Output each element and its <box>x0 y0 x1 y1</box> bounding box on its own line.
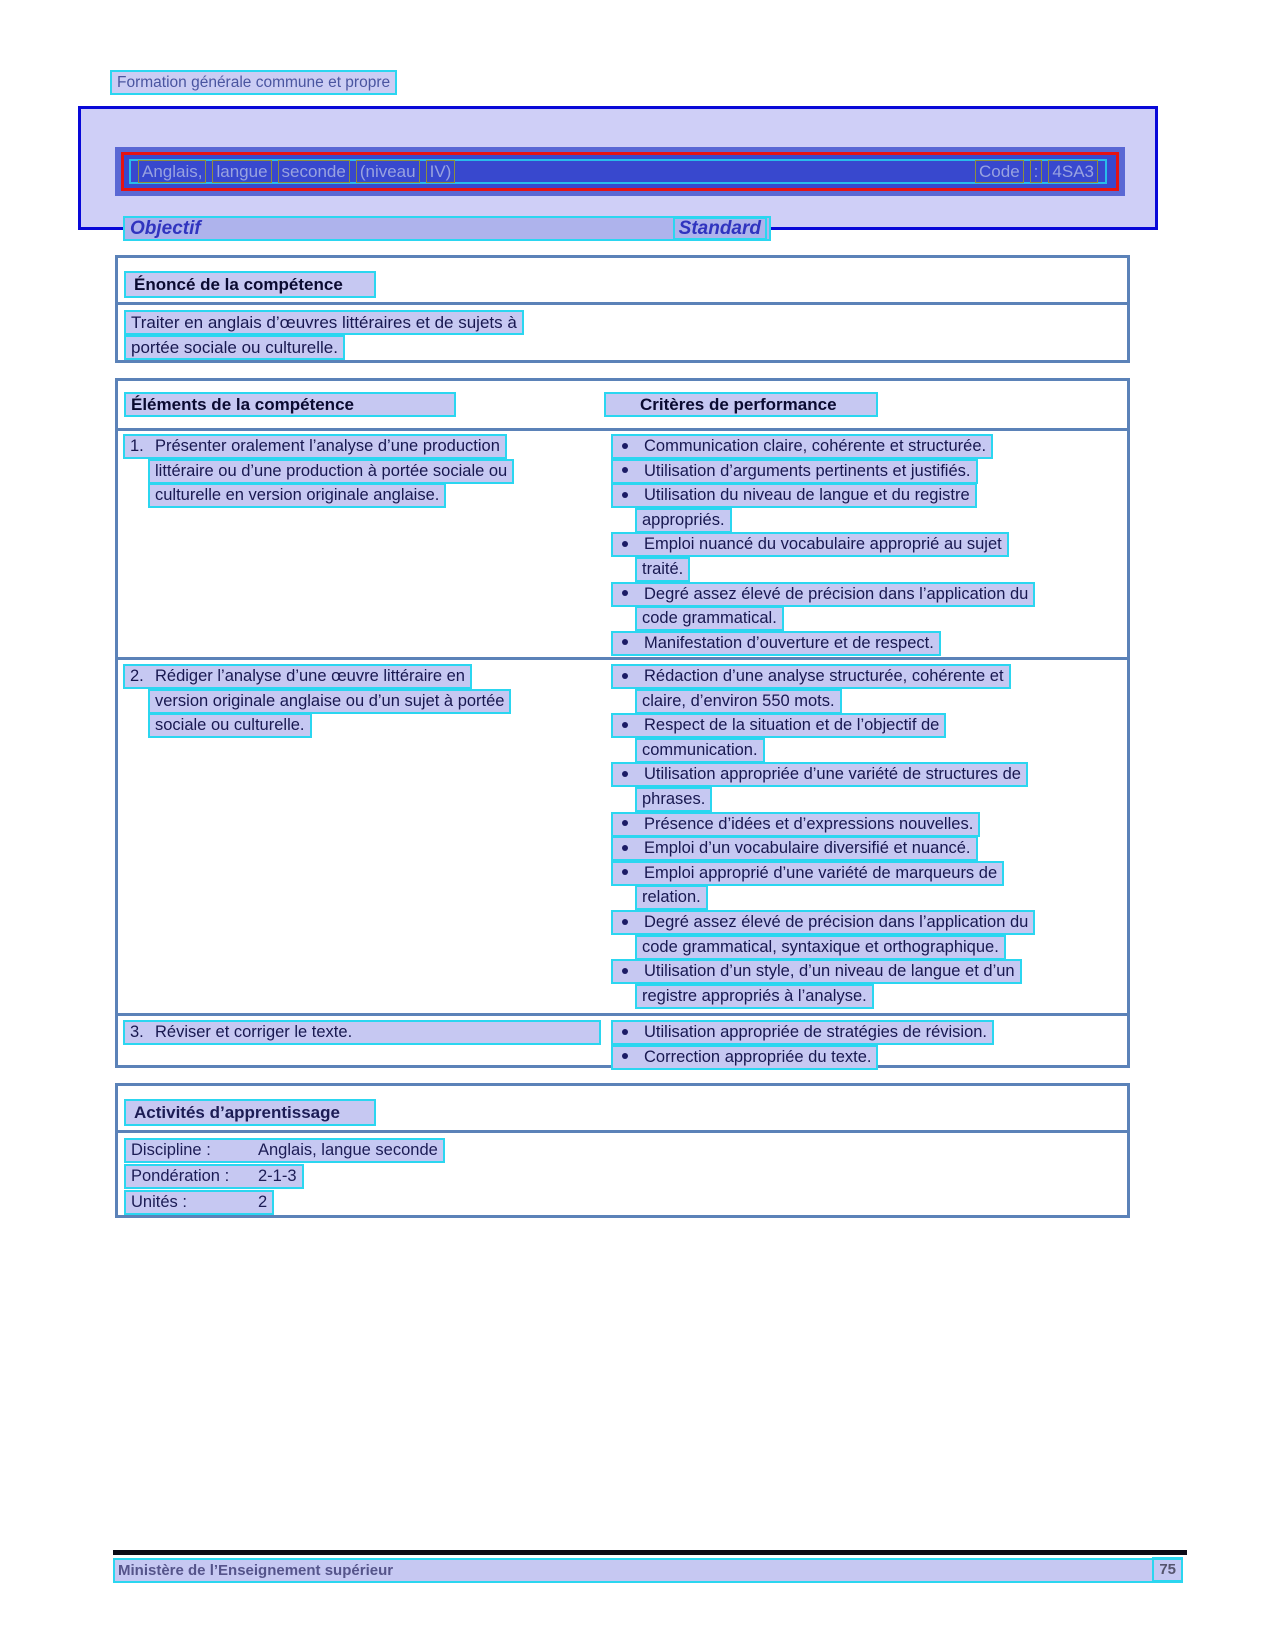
enonce-heading: Énoncé de la compétence <box>124 271 376 298</box>
critere-line: Respect de la situation et de l’objectif de <box>644 716 940 735</box>
criteres-3 <box>611 1020 994 1069</box>
objectif-label: Objectif <box>130 217 201 239</box>
bullet-icon <box>622 673 628 679</box>
element-3-line: Réviser et corriger le texte. <box>155 1023 353 1041</box>
title-bar <box>115 147 1125 196</box>
bullet-icon <box>622 443 628 449</box>
column-header-elements: Éléments de la compétence <box>124 392 456 417</box>
unites-value: 2 <box>258 1193 268 1211</box>
criteres-2 <box>611 664 1035 1008</box>
bullet-icon <box>622 1053 628 1059</box>
objectif-standard-row <box>123 216 771 241</box>
enonce-body <box>124 310 524 360</box>
critere-line: claire, d’environ 550 mots. <box>635 689 842 714</box>
course-title-word: Anglais, <box>138 160 206 183</box>
critere-line: Manifestation d’ouverture et de respect. <box>644 633 934 652</box>
critere-line: Utilisation d’un style, d’un niveau de langue et d’un <box>644 962 1015 981</box>
critere-line: phrases. <box>635 787 712 812</box>
running-head <box>110 70 397 95</box>
critere-line: code grammatical. <box>635 606 784 631</box>
element-3: 3. Réviser et corriger le texte. <box>123 1020 601 1045</box>
enonce-line: portée sociale ou culturelle. <box>124 335 345 360</box>
element-2-line: sociale ou culturelle. <box>148 713 312 738</box>
critere-line: Degré assez élevé de précision dans l’application du <box>644 912 1029 931</box>
element-1-line: Présenter oralement l’analyse d’une production <box>155 437 500 455</box>
ponderation-value: 2-1-3 <box>258 1167 297 1185</box>
element-1-line: littéraire ou d’une production à portée sociale ou <box>148 459 514 484</box>
enonce-line: Traiter en anglais d’œuvres littéraires et de sujets à <box>124 310 524 335</box>
course-title-word: langue <box>212 160 271 183</box>
criteres-1 <box>611 434 1035 655</box>
critere-line: Emploi nuancé du vocabulaire approprié au sujet <box>644 535 1002 554</box>
discipline-value: Anglais, langue seconde <box>258 1141 438 1159</box>
standard-label: Standard <box>673 217 767 240</box>
bullet-icon <box>622 845 628 851</box>
critere-line: appropriés. <box>635 508 732 533</box>
activities-divider <box>118 1130 1127 1133</box>
activities-row-unites: Unités : 2 <box>124 1190 445 1216</box>
critere-line: Correction appropriée du texte. <box>644 1047 872 1066</box>
critere-line: traité. <box>635 557 690 582</box>
course-code-word: Code <box>975 160 1024 183</box>
critere-line: Utilisation d’arguments pertinents et justifiés. <box>644 461 971 480</box>
course-title-word: (niveau <box>356 160 420 183</box>
element-2: 2. Rédiger l’analyse d’une œuvre littéraire en version originale anglaise ou d’un sujet à portée sociale ou culturelle. <box>123 664 511 738</box>
bullet-icon <box>622 968 628 974</box>
element-2-line: version originale anglaise ou d’un sujet à portée <box>148 689 511 714</box>
activities-heading: Activités d’apprentissage <box>124 1099 376 1126</box>
course-title <box>135 160 458 183</box>
bullet-icon <box>622 820 628 826</box>
bullet-icon <box>622 590 628 596</box>
footer-ministry: Ministère de l’Enseignement supérieur <box>118 1562 394 1579</box>
table-divider <box>118 657 1127 660</box>
bullet-icon <box>622 771 628 777</box>
competence-table <box>115 378 1130 1068</box>
running-head-text: Formation générale commune et propre <box>110 70 397 95</box>
enonce-divider <box>118 302 1127 305</box>
activities-rows <box>124 1138 445 1216</box>
title-bar-highlight-region <box>129 159 1107 184</box>
bullet-icon <box>622 1029 628 1035</box>
course-code-word: : <box>1030 160 1043 183</box>
critere-line: registre appropriés à l’analyse. <box>635 984 874 1009</box>
critere-line: Rédaction d’une analyse structurée, cohérente et <box>644 667 1004 685</box>
bullet-icon <box>622 639 628 645</box>
activities-row-discipline: Discipline : Anglais, langue seconde <box>124 1138 445 1164</box>
table-divider <box>118 1013 1127 1016</box>
course-code-word: 4SA3 <box>1048 160 1098 183</box>
footer <box>113 1558 1183 1583</box>
bullet-icon <box>622 541 628 547</box>
page-number: 75 <box>1152 1557 1183 1582</box>
critere-line: communication. <box>635 738 765 763</box>
critere-line: Emploi d’un vocabulaire diversifié et nuancé. <box>644 839 971 858</box>
critere-line: Emploi approprié d’une variété de marqueurs de <box>644 863 998 882</box>
element-1-line: culturelle en version originale anglaise. <box>148 483 446 508</box>
critere-line: Communication claire, cohérente et structurée. <box>644 437 987 455</box>
course-code <box>972 160 1101 183</box>
element-2-line: Rédiger l’analyse d’une œuvre littéraire en <box>155 667 465 685</box>
bullet-icon <box>622 869 628 875</box>
critere-line: Présence d’idées et d’expressions nouvelles. <box>644 814 974 833</box>
table-divider <box>118 428 1127 431</box>
activities-row-ponderation: Pondération : 2-1-3 <box>124 1164 445 1190</box>
critere-line: Utilisation appropriée de stratégies de révision. <box>644 1023 988 1041</box>
activities-box <box>115 1083 1130 1218</box>
bullet-icon <box>622 722 628 728</box>
bullet-icon <box>622 467 628 473</box>
element-1: 1. Présenter oralement l’analyse d’une production littéraire ou d’une production à portée sociale ou culturelle en version originale anglaise. <box>123 434 514 508</box>
column-header-criteres: Critères de performance <box>604 392 878 417</box>
course-title-word: seconde <box>278 160 350 183</box>
critere-line: Utilisation appropriée d’une variété de structures de <box>644 765 1021 784</box>
footer-rule <box>113 1550 1187 1555</box>
critere-line: relation. <box>635 885 708 910</box>
bullet-icon <box>622 919 628 925</box>
critere-line: Degré assez élevé de précision dans l’application du <box>644 584 1029 603</box>
bullet-icon <box>622 492 628 498</box>
title-bar-selection-rect <box>121 152 1119 191</box>
critere-line: code grammatical, syntaxique et orthographique. <box>635 935 1006 960</box>
enonce-box <box>115 255 1130 363</box>
course-title-word: IV) <box>426 160 456 183</box>
critere-line: Utilisation du niveau de langue et du registre <box>644 486 970 505</box>
